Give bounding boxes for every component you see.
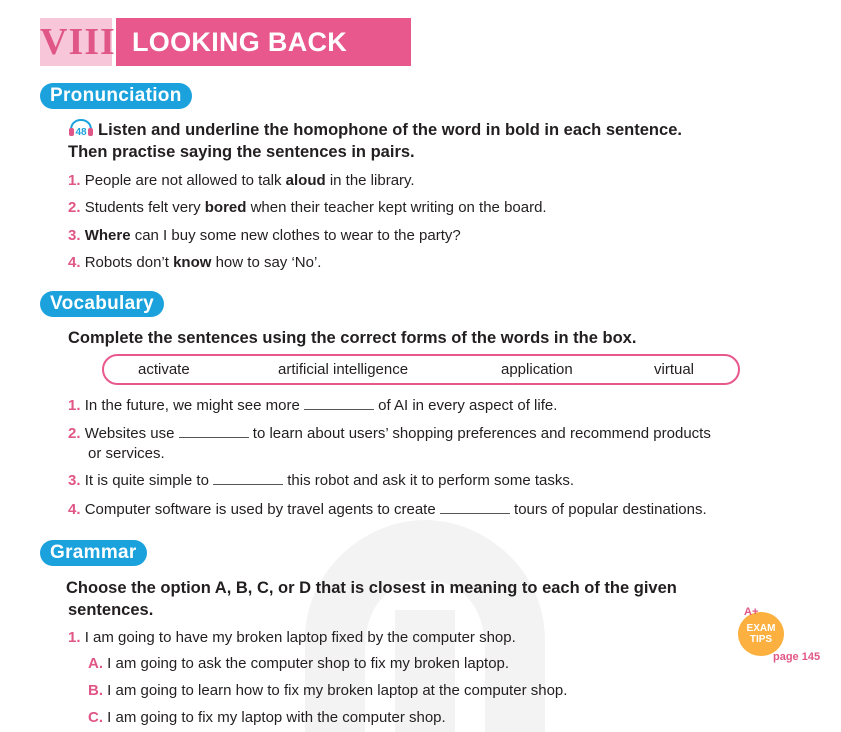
- option-text: I am going to ask the computer shop to fix my broken laptop.: [107, 655, 510, 672]
- answer-blank[interactable]: [440, 500, 510, 514]
- word-box-item: application: [501, 361, 573, 378]
- option-letter: A.: [88, 655, 103, 672]
- item-number: 4.: [68, 501, 81, 518]
- item-text: Computer software is used by travel agents to create: [84, 501, 440, 518]
- pronunciation-instruction-line1: Listen and underline the homophone of the word in bold in each sentence.: [98, 121, 682, 139]
- pronunciation-item: [68, 253, 321, 273]
- item-text: in the library.: [325, 172, 415, 189]
- option-text: I am going to learn how to fix my broken laptop at the computer shop.: [107, 682, 568, 699]
- answer-blank[interactable]: [304, 396, 374, 410]
- item-number: 1.: [68, 629, 81, 646]
- exam-tips-line2: TIPS: [749, 634, 773, 645]
- pronunciation-item: [68, 171, 415, 191]
- item-text: It is quite simple to: [84, 472, 214, 489]
- bold-word: know: [173, 254, 212, 271]
- item-number: 1.: [68, 172, 81, 189]
- item-text: tours of popular destinations.: [509, 501, 707, 518]
- item-text: how to say ‘No’.: [211, 254, 322, 271]
- word-box-item: activate: [138, 361, 190, 378]
- pronunciation-instruction: [68, 118, 682, 163]
- item-text: can I buy some new clothes to wear to the party?: [130, 227, 461, 244]
- grammar-option[interactable]: [88, 681, 567, 701]
- item-number: 3.: [68, 227, 81, 244]
- item-text: of AI in every aspect of life.: [373, 397, 558, 414]
- word-box-item: artificial intelligence: [278, 361, 409, 378]
- item-text: I am going to have my broken laptop fixed by the computer shop.: [84, 629, 516, 646]
- answer-blank[interactable]: [179, 424, 249, 438]
- item-text: Robots don’t: [84, 254, 174, 271]
- option-letter: C.: [88, 709, 103, 726]
- item-text: or services.: [88, 445, 165, 462]
- grammar-item: [68, 628, 516, 648]
- item-number: 1.: [68, 397, 81, 414]
- vocabulary-item: [68, 500, 707, 520]
- item-number: 3.: [68, 472, 81, 489]
- vocabulary-instruction: Complete the sentences using the correct forms of the words in the box.: [68, 329, 637, 347]
- grammar-option[interactable]: [88, 708, 446, 728]
- item-number: 4.: [68, 254, 81, 271]
- section-pronunciation-label: Pronunciation: [40, 83, 192, 109]
- item-text: In the future, we might see more: [84, 397, 304, 414]
- item-text: Websites use: [84, 425, 179, 442]
- vocabulary-item: [68, 396, 557, 416]
- grammar-instruction-line2: sentences.: [68, 601, 154, 619]
- word-box-item: virtual: [654, 361, 695, 378]
- section-vocabulary-label: Vocabulary: [40, 291, 164, 317]
- bold-word: bored: [204, 199, 247, 216]
- option-letter: B.: [88, 682, 103, 699]
- grammar-option[interactable]: [88, 654, 509, 674]
- item-number: 2.: [68, 199, 81, 216]
- exam-tips-text: [738, 623, 784, 645]
- item-text: this robot and ask it to perform some tasks.: [283, 472, 575, 489]
- item-text: People are not allowed to talk: [84, 172, 286, 189]
- grammar-instruction: [66, 577, 677, 621]
- audio-track-number: 48: [75, 127, 87, 138]
- pronunciation-item: [68, 226, 461, 246]
- item-text: to learn about users’ shopping preferences and recommend products: [248, 425, 711, 442]
- grammar-instruction-line1: Choose the option A, B, C, or D that is closest in meaning to each of the given: [66, 579, 677, 597]
- headphones-icon[interactable]: [68, 118, 92, 138]
- page-title: LOOKING BACK: [116, 18, 411, 66]
- bold-word: aloud: [285, 172, 326, 189]
- option-text: I am going to fix my laptop with the computer shop.: [107, 709, 446, 726]
- section-grammar-label: Grammar: [40, 540, 147, 566]
- pronunciation-item: [68, 198, 547, 218]
- vocabulary-item: [68, 424, 711, 464]
- pronunciation-instruction-line2: Then practise saying the sentences in pairs.: [68, 143, 415, 161]
- vocabulary-item: [68, 471, 574, 491]
- item-text: when their teacher kept writing on the board.: [246, 199, 547, 216]
- exam-tips-line1: EXAM: [746, 623, 776, 634]
- word-box: [102, 354, 740, 385]
- answer-blank[interactable]: [213, 471, 283, 485]
- exam-tips-grade: A+: [744, 606, 759, 618]
- item-text: Students felt very: [84, 199, 205, 216]
- bold-word: Where: [84, 227, 131, 244]
- exam-tips-page-link[interactable]: page 145: [773, 651, 821, 663]
- item-number: 2.: [68, 425, 81, 442]
- unit-number: VIII: [40, 18, 112, 66]
